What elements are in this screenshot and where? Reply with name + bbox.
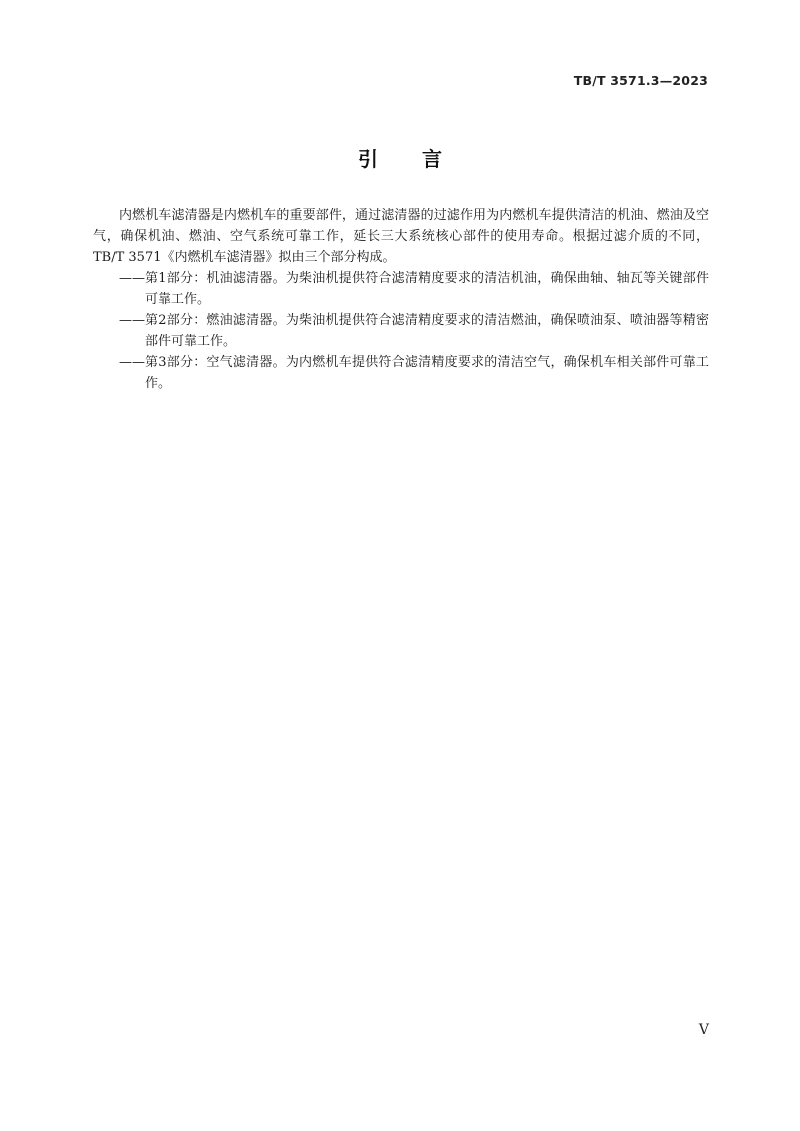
list-item-text: 第3部分：空气滤清器。为内燃机车提供符合滤清精度要求的清洁空气，确保机车相关部件可靠工作。 xyxy=(145,355,709,391)
list-item-part-2 xyxy=(93,310,709,352)
list-item-part-1 xyxy=(93,268,709,310)
page-number: V xyxy=(698,1022,709,1038)
list-dash: —— xyxy=(119,313,145,328)
list-dash: —— xyxy=(119,271,145,286)
intro-paragraph: 内燃机车滤清器是内燃机车的重要部件，通过滤清器的过滤作用为内燃机车提供清洁的机油、燃油及空气，确保机油、燃油、空气系统可靠工作，延长三大系统核心部件的使用寿命。根据过滤介质的不同，TB/T 3571《内燃机车滤清器》拟由三个部分构成。 xyxy=(93,208,709,265)
section-title: 引言 xyxy=(358,147,486,171)
standard-number: TB/T 3571.3—2023 xyxy=(573,73,708,88)
list-item-text: 第2部分：燃油滤清器。为柴油机提供符合滤清精度要求的清洁燃油，确保喷油泵、喷油器等精密部件可靠工作。 xyxy=(145,313,709,349)
parts-list xyxy=(93,268,709,394)
list-dash: —— xyxy=(119,355,145,370)
introduction-body xyxy=(93,205,709,394)
list-item-part-3 xyxy=(93,352,709,394)
list-item-text: 第1部分：机油滤清器。为柴油机提供符合滤清精度要求的清洁机油，确保曲轴、轴瓦等关键部件可靠工作。 xyxy=(145,271,709,307)
